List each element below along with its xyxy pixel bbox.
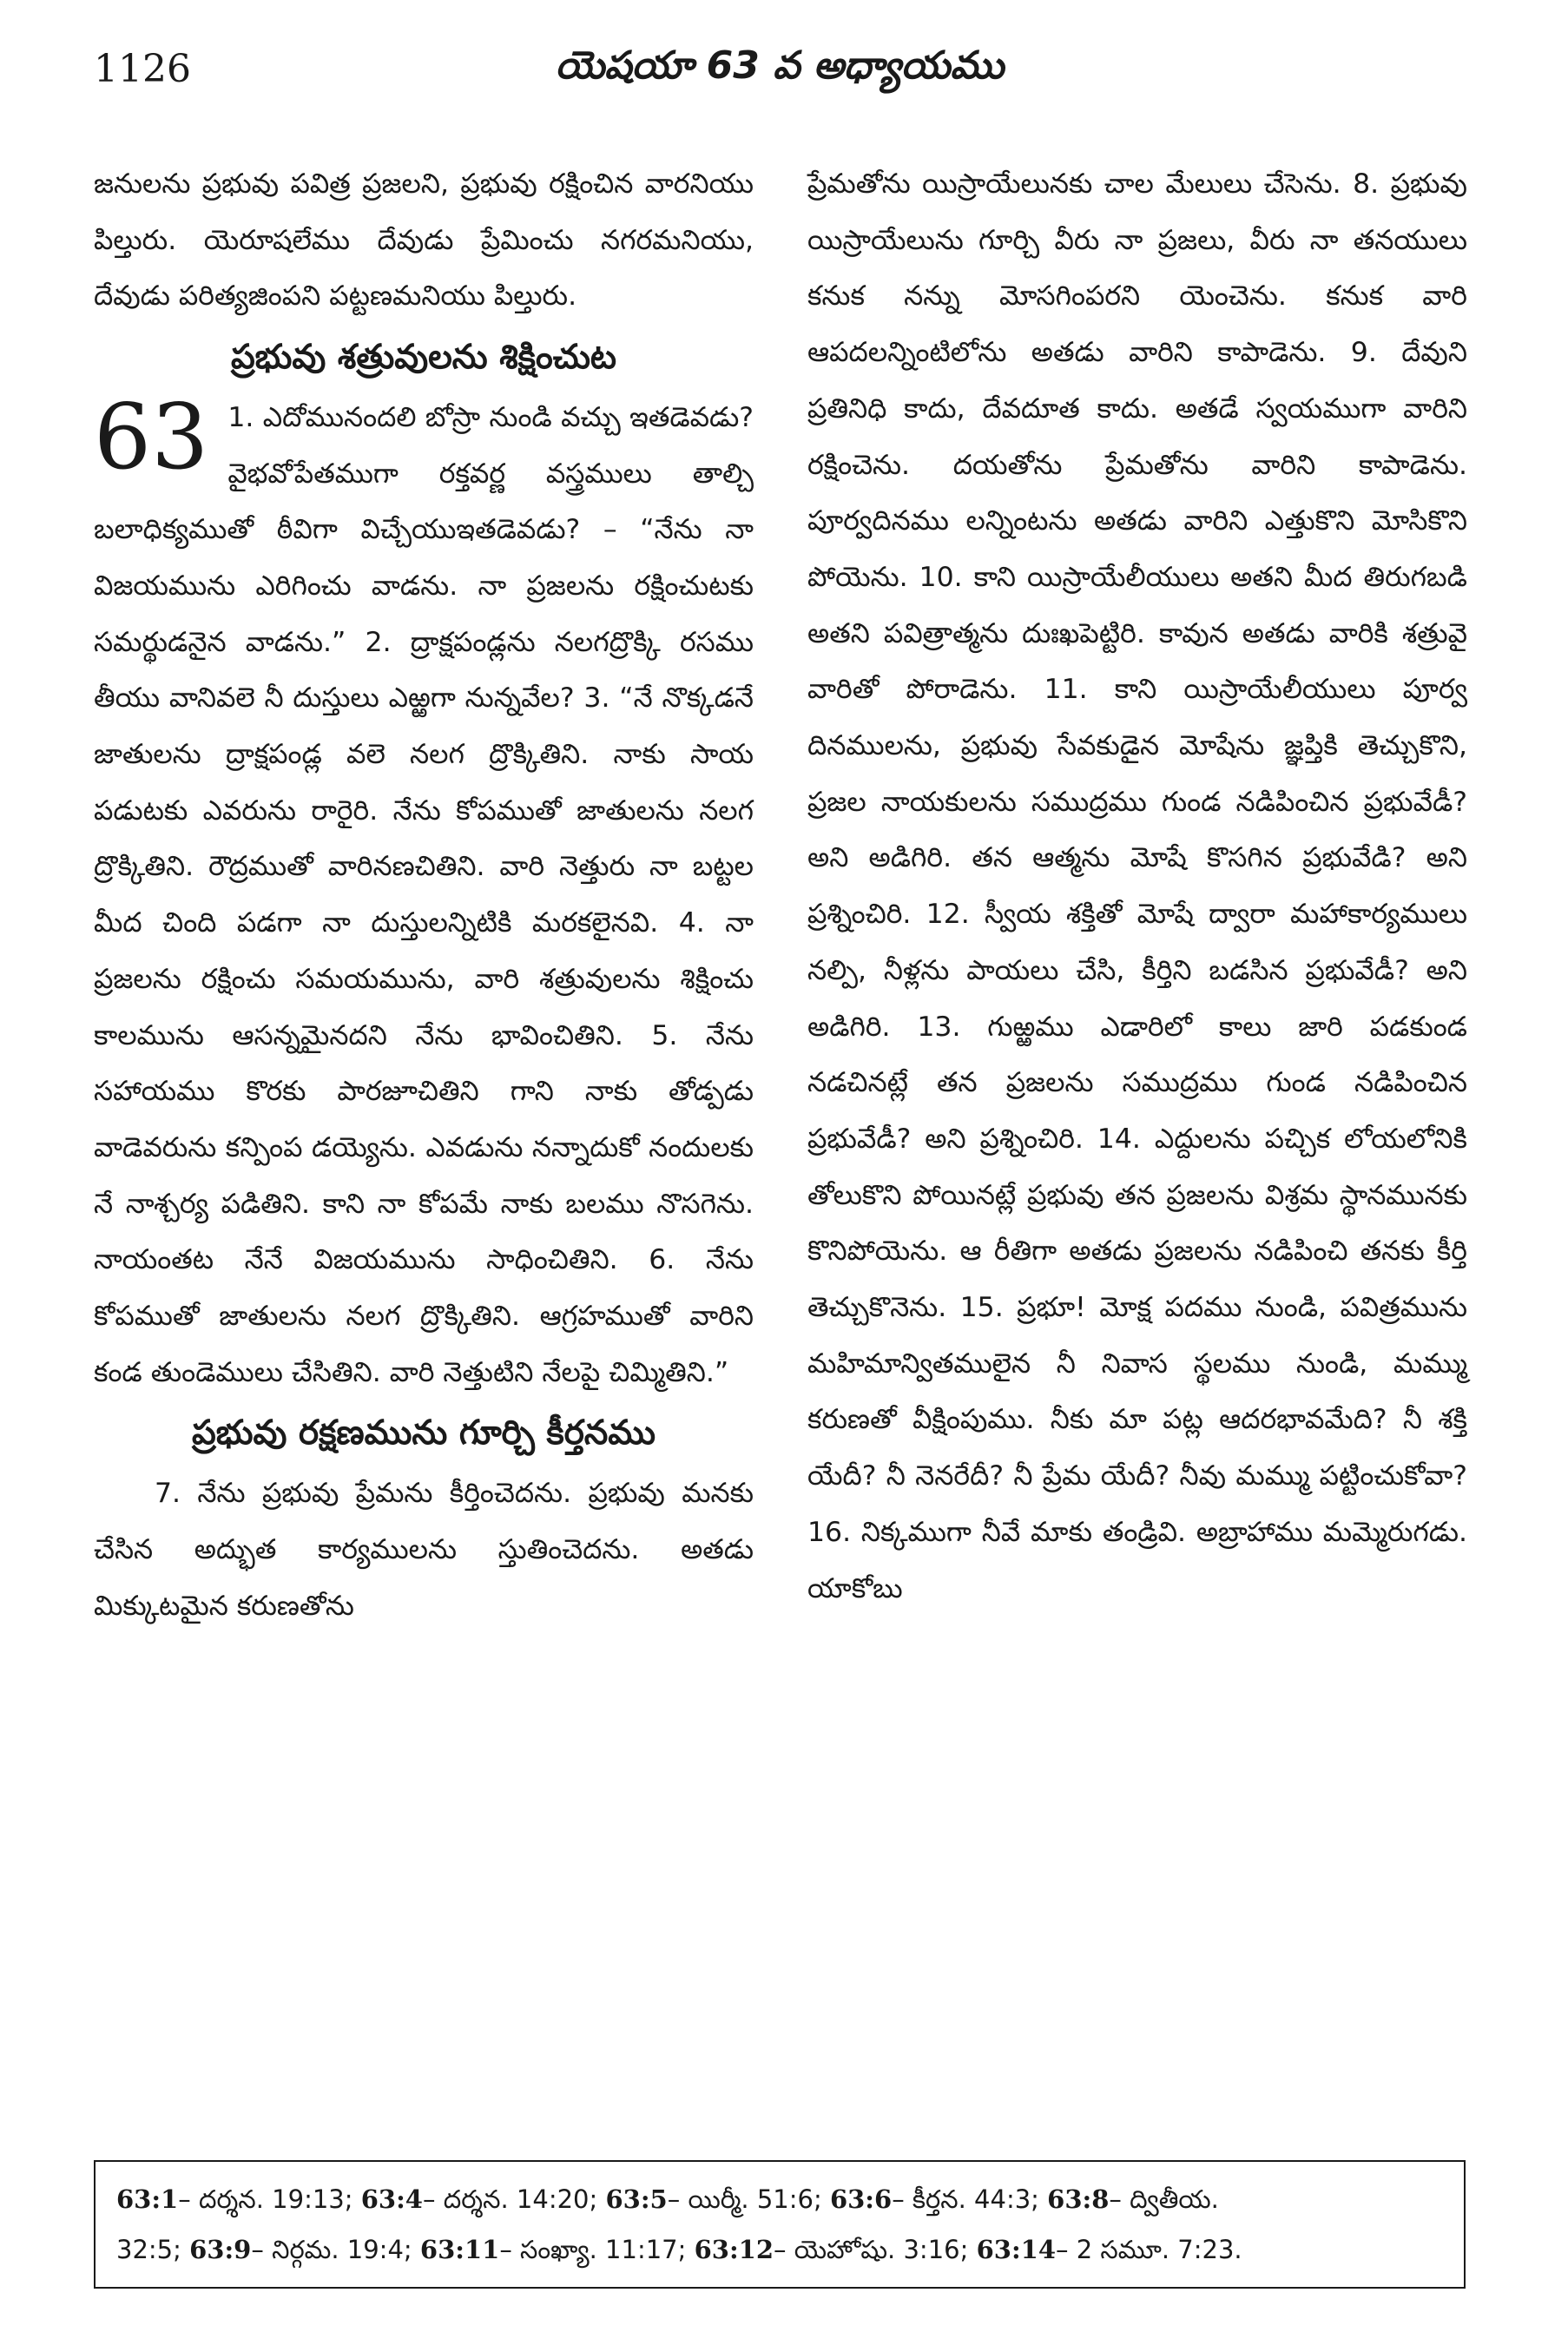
section-heading-punishment: ప్రభువు శత్రువులను శిక్షించుట	[230, 338, 617, 378]
footnote-entry: 63:14– 2 సమూ. 7:23.	[976, 2235, 1242, 2264]
right-column	[807, 156, 1467, 1617]
page-header	[94, 38, 1466, 116]
footnote-entry: 63:11– సంఖ్యా. 11:17;	[419, 2235, 687, 2264]
footnote-entry: 32:5;	[116, 2235, 181, 2264]
left-column	[94, 156, 754, 1634]
footnote-entry: 63:12– యెహోషు. 3:16;	[694, 2235, 969, 2264]
running-title: యెషయా 63 వ అధ్యాయము	[555, 43, 1005, 88]
section-heading-psalm: ప్రభువు రక్షణమును గూర్చి కీర్తనము	[191, 1413, 656, 1453]
footnote-entry: 63:4– దర్శన. 14:20;	[360, 2184, 598, 2214]
footnote-line-2	[116, 2224, 1443, 2275]
chapter-number: 63	[94, 383, 209, 490]
page-number: 1126	[94, 47, 191, 91]
chapter-paragraph	[94, 383, 754, 1401]
right-column-text: ప్రేమతోను యిస్రాయేలునకు చాల మేలులు చేసెను. 8. ప్రభువు యిస్రాయేలును గూర్చి వీరు నా ప్రజలు, వీరు నా తనయులు కనుక నన్ను మోసగింపరని యెంచెను. కనుక వారి ఆపదలన్నింటిలోను అతడు వారిని కాపాడెను. 9. దేవుని ప్రతినిధి కాదు, దేవదూత కాదు. అతడే స్వయముగా వారిని రక్షించెను. దయతోను ప్రేమతోను వారిని కాపాడెను. పూర్వదినము లన్నింటను అతడు వారిని ఎత్తుకొని మోసికొని పోయెను. 10. కాని యిస్రాయేలీయులు అతని మీద తిరుగబడి అతని పవిత్రాత్మను దుఃఖపెట్టిరి. కావున అతడు వారికి శత్రువై వారితో పోరాడెను. 11. కాని యిస్రాయేలీయులు పూర్వ దినములను, ప్రభువు సేవకుడైన మోషేను జ్ఞప్తికి తెచ్చుకొని, ప్రజల నాయకులను సముద్రము గుండ నడిపించిన ప్రభువేడీ? అని అడిగిరి. తన ఆత్మను మోషే కొసగిన ప్రభువేడి? అని ప్రశ్నించిరి. 12. స్వీయ శక్తితో మోషే ద్వారా మహాకార్యములు నల్పి, నీళ్లను పాయలు చేసి, కీర్తిని బడసిన ప్రభువేడీ? అని అడిగిరి. 13. గుఱ్ఱము ఎడారిలో కాలు జారి పడకుండ నడచినట్లే తన ప్రజలను సముద్రము గుండ నడిపించిన ప్రభువేడీ? అని ప్రశ్నించిరి. 14. ఎద్దులను పచ్చిక లోయలోనికి తోలుకొని పోయినట్లే ప్రభువు తన ప్రజలను విశ్రమ స్థానమునకు కొనిపోయెను. ఆ రీతిగా అతడు ప్రజలను నడిపించి తనకు కీర్తి తెచ్చుకొనెను. 15. ప్రభూ! మోక్ష పదము నుండి, పవిత్రమును మహిమాన్వితములైన నీ నివాస స్థలము నుండి, మమ్ము కరుణతో వీక్షింపుము. నీకు మా పట్ల ఆదరభావమేది? నీ శక్తి యేదీ? నీ నెనరేదీ? నీ ప్రేమ యేదీ? నీవు మమ్ము పట్టించుకోవా? 16. నిక్కముగా నీవే మాకు తండ్రివి. అబ్రాహాము మమ్మెరుగడు. యాకోబు	[807, 168, 1467, 1604]
intro-paragraph: జనులను ప్రభువు పవిత్ర ప్రజలని, ప్రభువు రక్షించిన వారనియు పిల్తురు. యెరూషలేము దేవుడు ప్రేమించు నగరమనియు, దేవుడు పరిత్యజింపని పట్టణమనియు పిల్తురు.	[94, 168, 754, 313]
footnote-line-1	[116, 2174, 1443, 2224]
verse-7-paragraph: 7. నేను ప్రభువు ప్రేమను కీర్తించెదను. ప్రభువు మనకు చేసిన అద్భుత కార్యములను స్తుతించెదను. అతడు మిక్కుటమైన కరుణతోను	[94, 1478, 754, 1622]
footnote-entry: 63:1– దర్శన. 19:13;	[116, 2184, 353, 2214]
cross-reference-footnote	[94, 2160, 1466, 2289]
chapter-text: 1. ఎదోమునందలి బోస్రా నుండి వచ్చు ఇతడెవడు? వైభవోపేతముగా రక్తవర్ణ వస్త్రములు తాల్చి బలాధిక్యముతో ఠీవిగా విచ్చేయుఇతడెవడు? – “నేను నా విజయమును ఎరిగించు వాడను. నా ప్రజలను రక్షించుటకు సమర్థుడనైన వాడను.” 2. ద్రాక్షపండ్లను నలగద్రొక్కి రసము తీయు వానివలె నీ దుస్తులు ఎఱ్ఱగా నున్నవేల? 3. “నే నొక్కడనే జాతులను ద్రాక్షపండ్ల వలె నలగ ద్రొక్కితిని. నాకు సాయ పడుటకు ఎవరును రారైరి. నేను కోపముతో జాతులను నలగ ద్రొక్కితిని. రౌద్రముతో వారినణచితిని. వారి నెత్తురు నా బట్టల మీద చింది పడగా నా దుస్తులన్నిటికి మరకలైనవి. 4. నా ప్రజలను రక్షించు సమయమును, వారి శత్రువులను శిక్షించు కాలమును ఆసన్నమైనదని నేను భావించితిని. 5. నేను సహాయము కొరకు పారజూచితిని గాని నాకు తోడ్పడు వాడెవరును కన్పింప డయ్యెను. ఎవడును నన్నాదుకో నందులకు నే నాశ్చర్య పడితిని. కాని నా కోపమే నాకు బలము నొసగెను. నాయంతట నేనే విజయమును సాధించితిని. 6. నేను కోపముతో జాతులను నలగ ద్రొక్కితిని. ఆగ్రహముతో వారిని కండ తుండెములు చేసితిని. వారి నెత్తుటిని నేలపై చిమ్మితిని.”	[94, 401, 754, 1388]
footnote-entry: 63:5– యిర్మీ. 51:6;	[605, 2184, 822, 2214]
footnote-entry: 63:6– కీర్తన. 44:3;	[829, 2184, 1039, 2214]
footnote-entry: 63:9– నిర్గమ. 19:4;	[189, 2235, 412, 2264]
footnote-entry: 63:8– ద్వితీయ.	[1047, 2184, 1219, 2214]
